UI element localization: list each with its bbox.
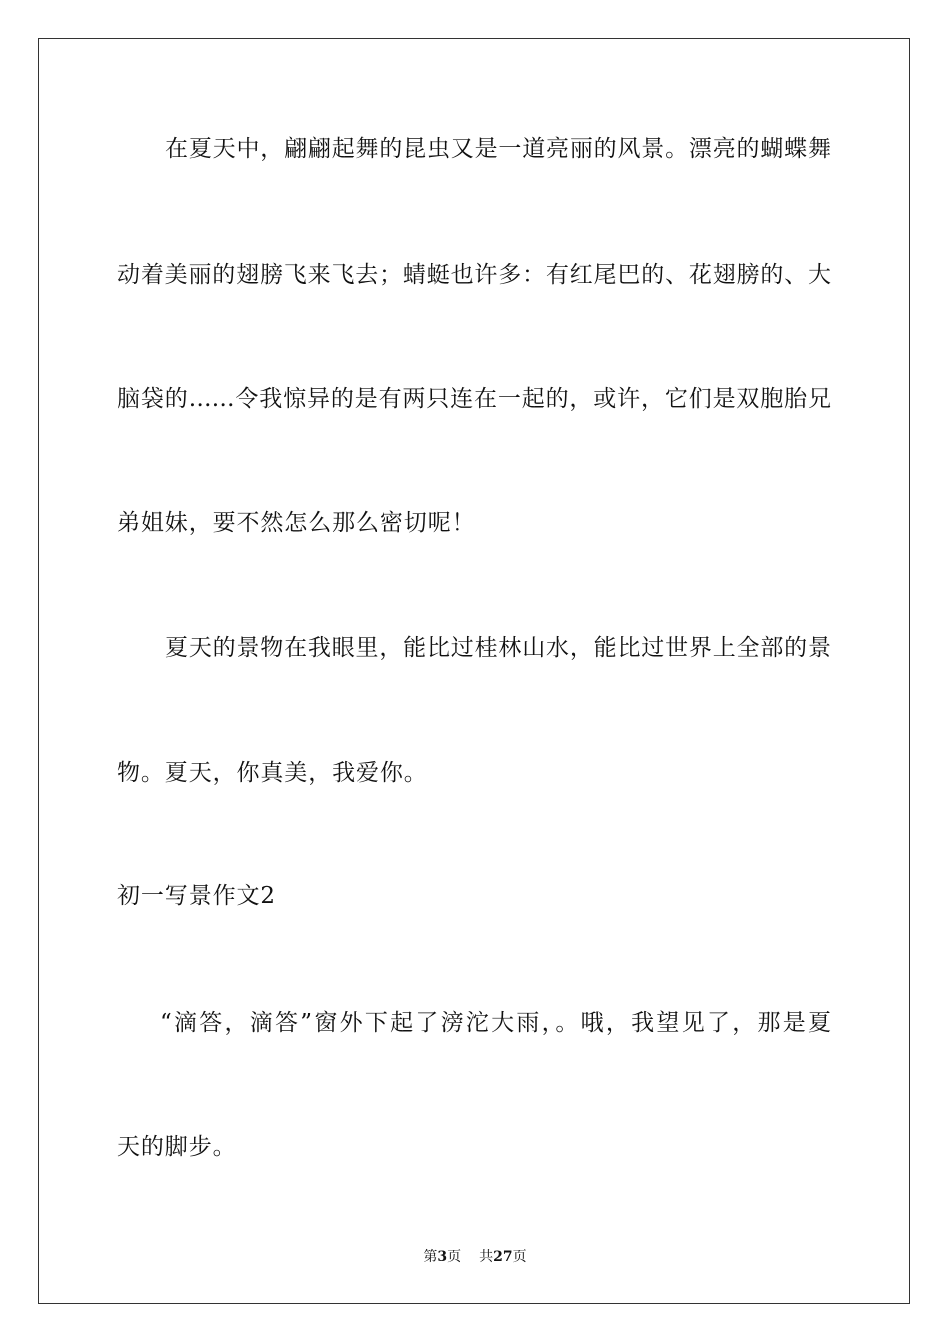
paragraph-line: 在夏天中，翩翩起舞的昆虫又是一道亮丽的风景。漂亮的蝴蝶舞 [165,136,831,162]
page-border [38,38,910,1304]
paragraph-line: 动着美丽的翅膀飞来飞去；蜻蜓也许多：有红尾巴的、花翅膀的、大 [117,262,831,288]
paragraph-line: 天的脚步。 [117,1134,237,1160]
paragraph-line: 脑袋的……令我惊异的是有两只连在一起的，或许，它们是双胞胎兄 [117,386,831,412]
paragraph-line: 夏天的景物在我眼里，能比过桂林山水，能比过世界上全部的景 [165,635,831,661]
paragraph-line: 物。夏天，你真美，我爱你。 [117,760,428,786]
paragraph-line: “滴答，滴答”窗外下起了滂沱大雨，。哦，我望见了，那是夏 [160,1010,831,1036]
footer-total-suffix: 页 [512,1249,527,1265]
footer-page-prefix: 第 [423,1249,438,1265]
footer-page-suffix: 页 [447,1249,462,1265]
footer-total-pages: 27 [493,1249,513,1265]
paragraph-line: 弟姐妹，要不然怎么那么密切呢！ [117,510,476,536]
section-heading: 初一写景作文2 [117,883,276,909]
footer-page-number: 3 [437,1249,448,1265]
footer-total-prefix: 共 [479,1249,494,1265]
page-footer [0,1247,950,1267]
